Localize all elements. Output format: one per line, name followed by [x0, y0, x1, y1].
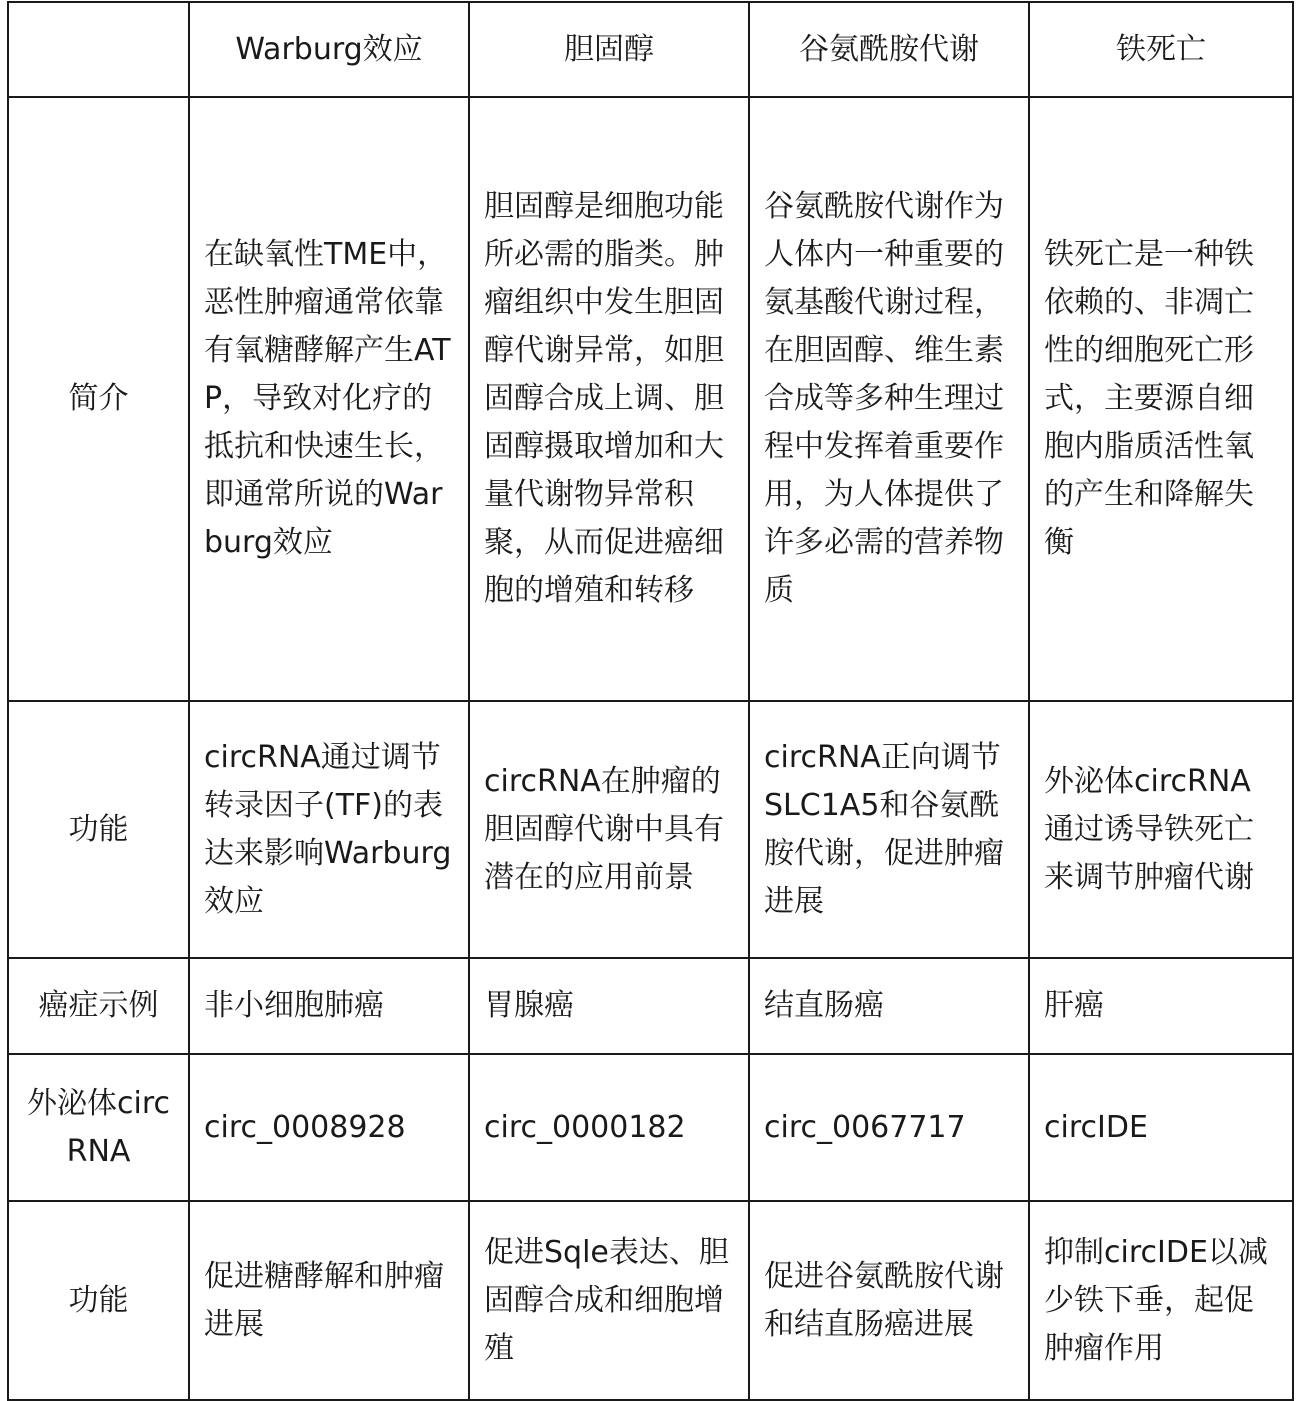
- table-cell: circRNA在肿瘤的胆固醇代谢中具有潜在的应用前景: [469, 701, 749, 958]
- table-cell: 外泌体circRNA通过诱导铁死亡来调节肿瘤代谢: [1029, 701, 1293, 958]
- row-label-intro: 简介: [8, 97, 189, 701]
- row-label-cancer-example: 癌症示例: [8, 958, 189, 1054]
- header-cell-glutamine: 谷氨酰胺代谢: [749, 2, 1029, 97]
- header-cell-cholesterol: 胆固醇: [469, 2, 749, 97]
- table-cell: 在缺氧性TME中，恶性肿瘤通常依靠有氧糖酵解产生ATP，导致对化疗的抵抗和快速生长，即通常所说的Warburg效应: [189, 97, 469, 701]
- table-cell: circRNA通过调节转录因子(TF)的表达来影响Warburg效应: [189, 701, 469, 958]
- table-row-function: [8, 701, 1293, 958]
- table-cell: circRNA正向调节SLC1A5和谷氨酰胺代谢，促进肿瘤进展: [749, 701, 1029, 958]
- row-label-function: 功能: [8, 701, 189, 958]
- table-cell: circIDE: [1029, 1054, 1293, 1201]
- header-cell-corner: [8, 2, 189, 97]
- table-row-exosome-circrna: [8, 1054, 1293, 1201]
- header-cell-warburg: Warburg效应: [189, 2, 469, 97]
- table-cell: 促进谷氨酰胺代谢和结直肠癌进展: [749, 1201, 1029, 1400]
- header-cell-ferroptosis: 铁死亡: [1029, 2, 1293, 97]
- metabolism-comparison-table: [7, 1, 1294, 1401]
- table-cell: circ_0000182: [469, 1054, 749, 1201]
- table-cell: 谷氨酰胺代谢作为人体内一种重要的氨基酸代谢过程，在胆固醇、维生素合成等多种生理过程中发挥着重要作用，为人体提供了许多必需的营养物质: [749, 97, 1029, 701]
- table-row-cancer-example: [8, 958, 1293, 1054]
- table-row-intro: [8, 97, 1293, 701]
- table-cell: 铁死亡是一种铁依赖的、非凋亡性的细胞死亡形式，主要源自细胞内脂质活性氧的产生和降解失衡: [1029, 97, 1293, 701]
- table-cell: 胃腺癌: [469, 958, 749, 1054]
- table-cell: 结直肠癌: [749, 958, 1029, 1054]
- table-row-function-2: [8, 1201, 1293, 1400]
- row-label-function-2: 功能: [8, 1201, 189, 1400]
- table-cell: 胆固醇是细胞功能所必需的脂类。肿瘤组织中发生胆固醇代谢异常，如胆固醇合成上调、胆固醇摄取增加和大量代谢物异常积聚，从而促进癌细胞的增殖和转移: [469, 97, 749, 701]
- table-cell: 促进Sqle表达、胆固醇合成和细胞增殖: [469, 1201, 749, 1400]
- table-cell: 抑制circIDE以减少铁下垂，起促肿瘤作用: [1029, 1201, 1293, 1400]
- table-cell: circ_0008928: [189, 1054, 469, 1201]
- table-cell: 肝癌: [1029, 958, 1293, 1054]
- table-header-row: [8, 2, 1293, 97]
- table-cell: 促进糖酵解和肿瘤进展: [189, 1201, 469, 1400]
- table-cell: circ_0067717: [749, 1054, 1029, 1201]
- row-label-exosome-circrna: 外泌体circRNA: [8, 1054, 189, 1201]
- table-cell: 非小细胞肺癌: [189, 958, 469, 1054]
